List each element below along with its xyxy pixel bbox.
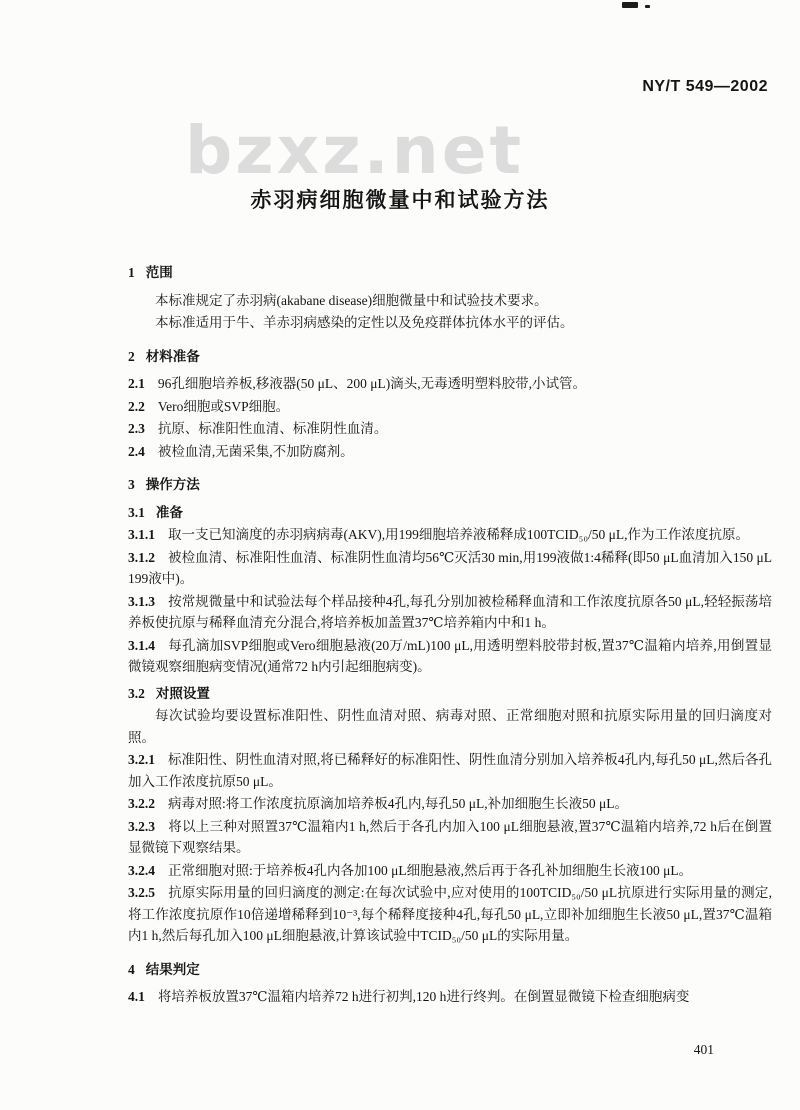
- clause-text: 96孔细胞培养板,移液器(50 μL、200 μL)滴头,无毒透明塑料胶带,小试管。: [157, 376, 586, 391]
- clause-number: 2.3: [128, 421, 145, 436]
- clause-number: 3.2.5: [128, 885, 155, 900]
- page-number: 401: [693, 1042, 714, 1057]
- clause-number: 3.1.4: [128, 637, 155, 653]
- subsection-number: 3.2: [128, 685, 145, 701]
- clause-number: 2.2: [128, 398, 145, 414]
- clause-number: 3.2.1: [128, 752, 155, 767]
- clause-number: 3.1.2: [128, 549, 155, 565]
- clause-text: 被检血清,无菌采集,不加防腐剂。: [157, 443, 354, 459]
- heading-text: 材料准备: [145, 348, 200, 364]
- document-title: 赤羽病细胞微量中和试验方法: [250, 188, 550, 212]
- clause-text: 抗原、标准阳性血清、标准阴性血清。: [157, 421, 388, 436]
- section-number: 1: [128, 265, 135, 280]
- clause-text: 将以上三种对照置37℃温箱内1 h,然后于各孔内加入100 μL细胞悬液,置37℃温箱内培养,72 h后在倒置显微镜下观察结果。: [128, 818, 772, 855]
- scan-artifact: [645, 5, 650, 8]
- clause-number: 3.1.3: [128, 593, 155, 609]
- clause-number: 3.2.4: [128, 862, 155, 878]
- clause: [128, 547, 772, 590]
- clause: [128, 396, 772, 418]
- section-heading: [128, 262, 772, 284]
- section-number: 2: [128, 348, 135, 364]
- clause: [128, 591, 772, 634]
- clause: [128, 441, 772, 463]
- clause-number: 3.2.2: [128, 796, 155, 811]
- clause-text: 每孔滴加SVP细胞或Vero细胞悬液(20万/mL)100 μL,用透明塑料胶带封板,置37℃温箱内培养,用倒置显微镜观察细胞病变情况(通常72 h内引起细胞病变)。: [128, 637, 772, 674]
- clause-text: 将培养板放置37℃温箱内培养72 h进行初判,120 h进行终判。在倒置显微镜下检查细胞病变: [157, 989, 690, 1004]
- clause: [128, 882, 772, 947]
- section-heading: [128, 346, 772, 368]
- clause-number: 2.1: [128, 376, 145, 391]
- clause: [128, 418, 772, 440]
- clause-number: 3.2.3: [128, 818, 155, 834]
- clause-number: 2.4: [128, 443, 145, 459]
- paragraph: 本标准规定了赤羽病(akabane disease)细胞微量中和试验技术要求。: [155, 292, 548, 308]
- section-number: 3: [128, 477, 135, 492]
- clause: [128, 860, 772, 882]
- clause-text: 标准阳性、阴性血清对照,将已稀释好的标准阳性、阴性血清分别加入培养板4孔内,每孔50 μL,然后各孔加入工作浓度抗原50 μL。: [128, 752, 772, 789]
- section-number: 4: [128, 961, 135, 977]
- clause-text: 按常规微量中和试验法每个样品接种4孔,每孔分别加被检稀释血清和工作浓度抗原各50 μL,轻轻振荡培养板使抗原与稀释血清充分混合,将培养板加盖置37℃培养箱内中和1 h。: [128, 593, 772, 630]
- heading-text: 结果判定: [145, 961, 200, 977]
- section-heading: [128, 959, 772, 981]
- section-heading: [128, 474, 772, 496]
- subsection-number: 3.1: [128, 504, 145, 520]
- clause: [128, 635, 772, 678]
- clause: [128, 793, 772, 815]
- clause-text: 被检血清、标准阳性血清、标准阴性血清均56℃灭活30 min,用199液做1:4稀释(即50 μL血清加入150 μL 199液中)。: [128, 549, 772, 586]
- heading-text: 操作方法: [145, 477, 200, 492]
- clause: [128, 524, 772, 546]
- heading-text: 对照设置: [155, 685, 210, 701]
- heading-text: 范围: [145, 265, 173, 280]
- clause-text: Vero细胞或SVP细胞。: [157, 398, 290, 414]
- scan-artifact: [622, 2, 638, 8]
- clause: [128, 373, 772, 395]
- clause-text: 病毒对照:将工作浓度抗原滴加培养板4孔内,每孔50 μL,补加细胞生长液50 μL。: [168, 796, 628, 811]
- clause: [128, 986, 772, 1008]
- clause-text: 抗原实际用量的回归滴度的测定:在每次试验中,应对使用的100TCID₅₀/50 μL抗原进行实际用量的测定,将工作浓度抗原作10倍递增稀释到10⁻³,每个稀释度接种4孔,每孔50 μL,立即补加细胞生长液50 μL,置37℃温箱内1 h,然后每孔加入100 μL细胞悬液,计算该试验中TCID₅₀/50 μL的实际用量。: [128, 885, 772, 943]
- clause: [128, 816, 772, 859]
- standard-number: NY/T 549—2002: [642, 78, 768, 95]
- heading-text: 准备: [155, 504, 183, 520]
- subsection-heading: [128, 683, 772, 705]
- clause-text: 取一支已知滴度的赤羽病病毒(AKV),用199细胞培养液稀释成100TCID₅₀/50 μL,作为工作浓度抗原。: [168, 527, 750, 542]
- clause-text: 正常细胞对照:于培养板4孔内各加100 μL细胞悬液,然后再于各孔补加细胞生长液100 μL。: [168, 862, 693, 878]
- subsection-heading: [128, 502, 772, 524]
- clause-number: 3.1.1: [128, 527, 155, 542]
- clause-number: 4.1: [128, 989, 145, 1004]
- watermark-text: bzxz.net: [185, 112, 525, 189]
- clause: [128, 749, 772, 792]
- document-body: [128, 260, 772, 1009]
- paragraph: 每次试验均要设置标准阳性、阴性血清对照、病毒对照、正常细胞对照和抗原实际用量的回归滴度对照。: [128, 708, 772, 745]
- paragraph: 本标准适用于牛、羊赤羽病感染的定性以及免疫群体抗体水平的评估。: [155, 315, 574, 330]
